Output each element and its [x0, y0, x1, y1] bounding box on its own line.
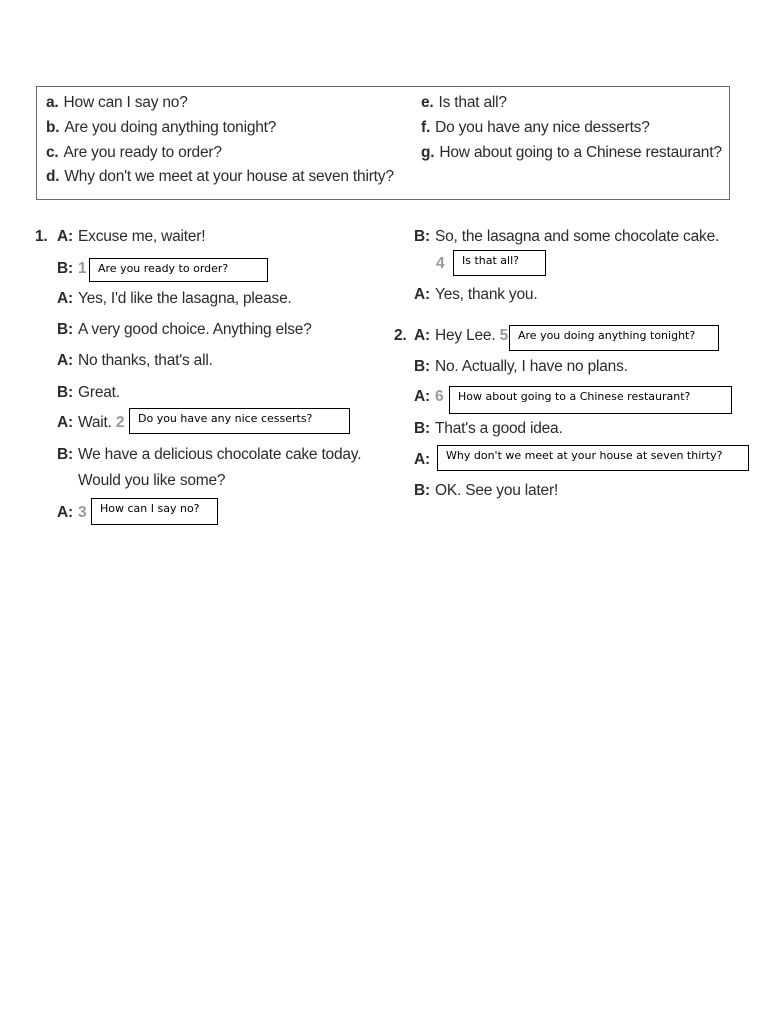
dialogue1-line-5: A: No thanks, that's all. — [57, 352, 213, 369]
dialogue1-line-12: 4 — [436, 255, 445, 272]
dialogue2-line-3: A: 6 — [414, 388, 444, 405]
dialogue1-line-13: A: Yes, thank you. — [414, 286, 538, 303]
option-f: f. Do you have any nice desserts? — [421, 119, 650, 136]
option-a: a. How can I say no? — [46, 94, 188, 111]
dialogue1-line-7: A: Wait. 2 — [57, 414, 125, 431]
dialogue2-line-5: A: — [414, 451, 430, 468]
option-g: g. How about going to a Chinese restaurant? — [421, 144, 722, 161]
dialogue1-line-4: B: A very good choice. Anything else? — [57, 321, 312, 338]
dialogue1-line-11: B: So, the lasagna and some chocolate cake. — [414, 228, 720, 245]
answer-field-1[interactable]: Are you ready to order? — [89, 258, 268, 282]
answer-field-5[interactable]: Are you doing anything tonight? — [509, 325, 719, 351]
answer-field-3[interactable]: How can I say no? — [91, 498, 218, 525]
option-e: e. Is that all? — [421, 94, 507, 111]
dialogue2-line-6: B: OK. See you later! — [414, 482, 559, 499]
dialogue2-line-4: B: That's a good idea. — [414, 420, 563, 437]
option-b: b. Are you doing anything tonight? — [46, 119, 277, 136]
dialogue1-number: 1. — [35, 228, 48, 245]
dialogue1-line-8: B: We have a delicious chocolate cake today. — [57, 446, 362, 463]
dialogue2-number: 2. — [394, 327, 407, 344]
answer-field-6[interactable]: How about going to a Chinese restaurant? — [449, 386, 732, 414]
dialogue2-line-1: 2. A: Hey Lee. 5 — [394, 327, 508, 344]
dialogue1-line-9: Would you like some? — [78, 472, 226, 489]
answer-field-7[interactable]: Why don't we meet at your house at seven thirty? — [437, 445, 749, 471]
dialogue1-line-2: B: 1 — [57, 260, 87, 277]
dialogue1-line-10: A: 3 — [57, 504, 87, 521]
answer-field-4[interactable]: Is that all? — [453, 250, 546, 276]
dialogue1-line-3: A: Yes, I'd like the lasagna, please. — [57, 290, 292, 307]
option-c: c. Are you ready to order? — [46, 144, 222, 161]
answer-field-2[interactable]: Do you have any nice cesserts? — [129, 408, 350, 434]
dialogue1-line-6: B: Great. — [57, 384, 120, 401]
dialogue2-line-2: B: No. Actually, I have no plans. — [414, 358, 628, 375]
option-d: d. Why don't we meet at your house at seven thirty? — [46, 168, 394, 185]
dialogue1-line-1: 1. A: Excuse me, waiter! — [35, 228, 206, 245]
